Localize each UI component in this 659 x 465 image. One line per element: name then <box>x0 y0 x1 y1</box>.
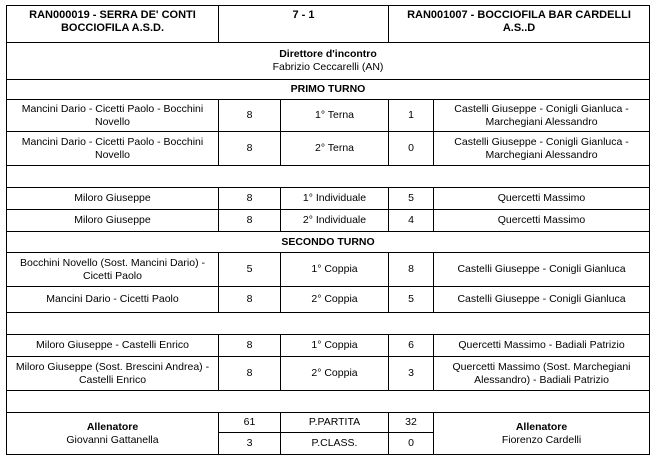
secondo-turno-title: SECONDO TURNO <box>7 232 650 253</box>
away-score: 4 <box>389 210 434 232</box>
home-score: 8 <box>219 100 281 132</box>
away-coach-name: Fiorenzo Cardelli <box>501 433 582 446</box>
away-score: 6 <box>389 335 434 357</box>
away-players: Castelli Giuseppe - Conigli Gianluca - Marchegiani Alessandro <box>434 100 650 132</box>
away-players: Castelli Giuseppe - Conigli Gianluca <box>434 253 650 287</box>
table-row <box>7 188 650 210</box>
home-players: Mancini Dario - Cicetti Paolo <box>7 287 219 313</box>
home-players: Mancini Dario - Cicetti Paolo - Bocchini Novello <box>7 100 219 132</box>
footer-row-partita <box>7 413 650 433</box>
teams-header-row <box>7 6 650 43</box>
home-partita-points: 61 <box>219 413 281 433</box>
spacer-row <box>7 313 650 335</box>
home-players: Miloro Giuseppe <box>7 210 219 232</box>
spacer-cell <box>7 391 650 413</box>
home-score: 8 <box>219 188 281 210</box>
away-score: 5 <box>389 188 434 210</box>
away-players: Quercetti Massimo <box>434 210 650 232</box>
away-players: Castelli Giuseppe - Conigli Gianluca <box>434 287 650 313</box>
home-coach-name: Giovanni Gattanella <box>66 433 159 446</box>
spacer-row <box>7 391 650 413</box>
home-score: 8 <box>219 335 281 357</box>
table-row <box>7 335 650 357</box>
home-coach-cell <box>7 413 219 455</box>
primo-turno-title-row <box>7 80 650 100</box>
home-players: Mancini Dario - Cicetti Paolo - Bocchini Novello <box>7 132 219 166</box>
table-row <box>7 132 650 166</box>
away-coach-label: Allenatore <box>515 420 568 433</box>
table-row <box>7 253 650 287</box>
primo-turno-title: PRIMO TURNO <box>7 80 650 100</box>
match-report-table <box>6 5 650 455</box>
secondo-turno-title-row <box>7 232 650 253</box>
away-score: 8 <box>389 253 434 287</box>
match-score: 7 - 1 <box>219 6 389 43</box>
game-type: 2° Individuale <box>281 210 389 232</box>
away-score: 5 <box>389 287 434 313</box>
away-players: Quercetti Massimo <box>434 188 650 210</box>
home-players: Miloro Giuseppe <box>7 188 219 210</box>
game-type: 1° Coppia <box>281 335 389 357</box>
away-players: Quercetti Massimo (Sost. Marchegiani Alessandro) - Badiali Patrizio <box>434 357 650 391</box>
home-team-title: RAN000019 - SERRA DE' CONTI BOCCIOFILA A.S.D. <box>7 6 219 43</box>
game-type: 1° Individuale <box>281 188 389 210</box>
home-score: 8 <box>219 210 281 232</box>
partita-label: P.PARTITA <box>281 413 389 433</box>
spacer-cell <box>7 313 650 335</box>
away-class-points: 0 <box>389 433 434 455</box>
director-name: Fabrizio Ceccarelli (AN) <box>272 61 384 73</box>
director-label: Direttore d'incontro <box>279 48 377 60</box>
home-score: 8 <box>219 357 281 391</box>
away-team-title: RAN001007 - BOCCIOFILA BAR CARDELLI A.S..D <box>389 6 650 43</box>
home-score: 5 <box>219 253 281 287</box>
game-type: 2° Coppia <box>281 357 389 391</box>
table-row <box>7 210 650 232</box>
game-type: 1° Terna <box>281 100 389 132</box>
away-score: 0 <box>389 132 434 166</box>
class-label: P.CLASS. <box>281 433 389 455</box>
away-players: Castelli Giuseppe - Conigli Gianluca - Marchegiani Alessandro <box>434 132 650 166</box>
home-players: Bocchini Novello (Sost. Mancini Dario) - Cicetti Paolo <box>7 253 219 287</box>
director-row <box>7 43 650 80</box>
home-coach-label: Allenatore <box>86 420 139 433</box>
away-score: 3 <box>389 357 434 391</box>
spacer-cell <box>7 166 650 188</box>
game-type: 1° Coppia <box>281 253 389 287</box>
home-players: Miloro Giuseppe (Sost. Brescini Andrea) - Castelli Enrico <box>7 357 219 391</box>
table-row <box>7 357 650 391</box>
away-coach-cell <box>434 413 650 455</box>
home-players: Miloro Giuseppe - Castelli Enrico <box>7 335 219 357</box>
away-partita-points: 32 <box>389 413 434 433</box>
director-cell <box>7 43 650 80</box>
home-score: 8 <box>219 287 281 313</box>
table-row <box>7 100 650 132</box>
home-class-points: 3 <box>219 433 281 455</box>
game-type: 2° Terna <box>281 132 389 166</box>
home-score: 8 <box>219 132 281 166</box>
away-players: Quercetti Massimo - Badiali Patrizio <box>434 335 650 357</box>
table-row <box>7 287 650 313</box>
away-score: 1 <box>389 100 434 132</box>
game-type: 2° Coppia <box>281 287 389 313</box>
spacer-row <box>7 166 650 188</box>
